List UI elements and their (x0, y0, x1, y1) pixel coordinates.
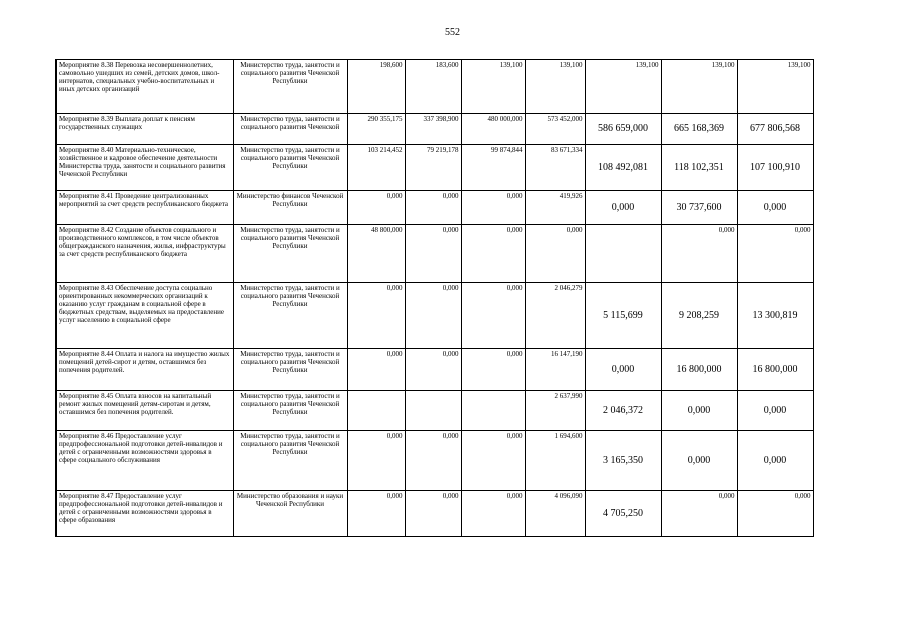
value-cell-v7: 13 300,819 (737, 283, 813, 349)
value-cell-v1: 0,000 (347, 283, 405, 349)
activity-name-cell: Мероприятие 8.43 Обеспечение доступа социально ориентированных некоммерческих организаций к оказанию услуг гражданам в социальной сфере в бюджетных средствам, выделяемых на предоставление услуг населению в социальной сфере (56, 283, 233, 349)
value-cell-v2: 0,000 (405, 349, 461, 391)
value-cell-v2: 183,600 (405, 60, 461, 114)
value-cell-v4: 83 671,334 (525, 145, 585, 191)
value-cell-v5: 139,100 (585, 60, 661, 114)
value-cell-v7: 0,000 (737, 191, 813, 225)
activity-name-cell: Мероприятие 8.40 Материально-техническое, хозяйственное и кадровое обеспечение деятельности Министерства труда, занятости и социального развития Чеченской Республики (56, 145, 233, 191)
value-cell-v2: 0,000 (405, 491, 461, 537)
value-cell-v4: 16 147,190 (525, 349, 585, 391)
value-cell-v5: 0,000 (585, 191, 661, 225)
value-cell-v5: 2 046,372 (585, 391, 661, 431)
table-row (56, 225, 813, 283)
activity-name-cell: Мероприятие 8.46 Предоставление услуг предпрофессиональной подготовки детей-инвалидов и детей с ограниченными возможностями здоровья в сфере социального обслуживания (56, 431, 233, 491)
activity-name-cell: Мероприятие 8.39 Выплата доплат к пенсиям государственных служащих (56, 114, 233, 145)
value-cell-v6: 0,000 (661, 225, 737, 283)
budget-table (55, 59, 814, 537)
executor-cell: Министерство труда, занятости и социального развития Чеченской Республики (233, 60, 347, 114)
table-row (56, 283, 813, 349)
value-cell-v1: 0,000 (347, 349, 405, 391)
value-cell-v6: 0,000 (661, 491, 737, 537)
value-cell-v4: 2 046,279 (525, 283, 585, 349)
executor-cell: Министерство труда, занятости и социального развития Чеченской (233, 114, 347, 145)
executor-cell: Министерство труда, занятости и социального развития Чеченской Республики (233, 283, 347, 349)
table-row (56, 114, 813, 145)
value-cell-v6: 139,100 (661, 60, 737, 114)
value-cell-v6: 118 102,351 (661, 145, 737, 191)
value-cell-v3: 480 000,000 (461, 114, 525, 145)
executor-cell: Министерство труда, занятости и социального развития Чеченской Республики (233, 431, 347, 491)
value-cell-v2: 79 219,178 (405, 145, 461, 191)
value-cell-v5: 586 659,000 (585, 114, 661, 145)
value-cell-v7: 107 100,910 (737, 145, 813, 191)
value-cell-v1 (347, 391, 405, 431)
value-cell-v4: 419,926 (525, 191, 585, 225)
table-row (56, 391, 813, 431)
value-cell-v6: 16 800,000 (661, 349, 737, 391)
value-cell-v2: 0,000 (405, 431, 461, 491)
activity-name-cell: Мероприятие 8.45 Оплата взносов на капитальный ремонт жилых помещений детям-сиротам и детям, оставшимся без попечения родителей. (56, 391, 233, 431)
activity-name-cell: Мероприятие 8.47 Предоставление услуг предпрофессиональной подготовки детей-инвалидов и детей с ограниченными возможностями здоровья в сфере образования (56, 491, 233, 537)
value-cell-v1: 0,000 (347, 491, 405, 537)
activity-name-cell: Мероприятие 8.41 Проведение централизованных мероприятий за счет средств республиканского бюджета (56, 191, 233, 225)
value-cell-v4: 139,100 (525, 60, 585, 114)
value-cell-v7: 0,000 (737, 391, 813, 431)
value-cell-v5: 3 165,350 (585, 431, 661, 491)
value-cell-v2: 337 398,900 (405, 114, 461, 145)
value-cell-v1: 0,000 (347, 191, 405, 225)
value-cell-v4: 0,000 (525, 225, 585, 283)
table-row (56, 145, 813, 191)
table-row (56, 349, 813, 391)
value-cell-v6: 665 168,369 (661, 114, 737, 145)
value-cell-v5: 4 705,250 (585, 491, 661, 537)
value-cell-v2: 0,000 (405, 225, 461, 283)
value-cell-v4: 4 096,090 (525, 491, 585, 537)
executor-cell: Министерство финансов Чеченской Республики (233, 191, 347, 225)
value-cell-v3: 0,000 (461, 191, 525, 225)
value-cell-v5 (585, 225, 661, 283)
value-cell-v7: 0,000 (737, 491, 813, 537)
value-cell-v7: 0,000 (737, 225, 813, 283)
value-cell-v7: 677 806,568 (737, 114, 813, 145)
value-cell-v7: 0,000 (737, 431, 813, 491)
executor-cell: Министерство образования и науки Чеченской Республики (233, 491, 347, 537)
value-cell-v4: 1 694,600 (525, 431, 585, 491)
value-cell-v7: 139,100 (737, 60, 813, 114)
value-cell-v3: 0,000 (461, 283, 525, 349)
value-cell-v3: 139,100 (461, 60, 525, 114)
activity-name-cell: Мероприятие 8.38 Перевозка несовершеннолетних, самовольно ушедших из семей, детских домов, школ-интернатов, специальных учебно-воспитательных и иных детских организаций (56, 60, 233, 114)
value-cell-v6: 30 737,600 (661, 191, 737, 225)
value-cell-v4: 573 452,000 (525, 114, 585, 145)
value-cell-v3: 0,000 (461, 491, 525, 537)
page-number: 552 (445, 27, 460, 38)
value-cell-v3: 0,000 (461, 349, 525, 391)
table-row (56, 491, 813, 537)
value-cell-v2: 0,000 (405, 191, 461, 225)
value-cell-v3: 0,000 (461, 225, 525, 283)
value-cell-v6: 0,000 (661, 431, 737, 491)
executor-cell: Министерство труда, занятости и социального развития Чеченской Республики (233, 145, 347, 191)
value-cell-v5: 0,000 (585, 349, 661, 391)
executor-cell: Министерство труда, занятости и социального развития Чеченской Республики (233, 391, 347, 431)
value-cell-v3: 0,000 (461, 431, 525, 491)
value-cell-v5: 5 115,699 (585, 283, 661, 349)
table-row (56, 431, 813, 491)
value-cell-v1: 290 355,175 (347, 114, 405, 145)
value-cell-v3 (461, 391, 525, 431)
value-cell-v1: 198,600 (347, 60, 405, 114)
table-row (56, 60, 813, 114)
value-cell-v1: 103 214,452 (347, 145, 405, 191)
value-cell-v2 (405, 391, 461, 431)
value-cell-v4: 2 637,990 (525, 391, 585, 431)
executor-cell: Министерство труда, занятости и социального развития Чеченской Республики (233, 225, 347, 283)
value-cell-v5: 108 492,081 (585, 145, 661, 191)
executor-cell: Министерство труда, занятости и социального развития Чеченской Республики (233, 349, 347, 391)
value-cell-v1: 0,000 (347, 431, 405, 491)
activity-name-cell: Мероприятие 8.44 Оплата и налога на имущество жилых помещений детей-сирот и детям, оставшимся без попечения родителей. (56, 349, 233, 391)
table-row (56, 191, 813, 225)
activity-name-cell: Мероприятие 8.42 Создание объектов социального и производственного комплексов, в том числе объектов общегражданского назначения, жилья, инфраструктуры за счет средств республиканского бюджета (56, 225, 233, 283)
value-cell-v1: 48 800,000 (347, 225, 405, 283)
value-cell-v6: 0,000 (661, 391, 737, 431)
value-cell-v6: 9 208,259 (661, 283, 737, 349)
value-cell-v2: 0,000 (405, 283, 461, 349)
value-cell-v7: 16 800,000 (737, 349, 813, 391)
value-cell-v3: 99 874,844 (461, 145, 525, 191)
